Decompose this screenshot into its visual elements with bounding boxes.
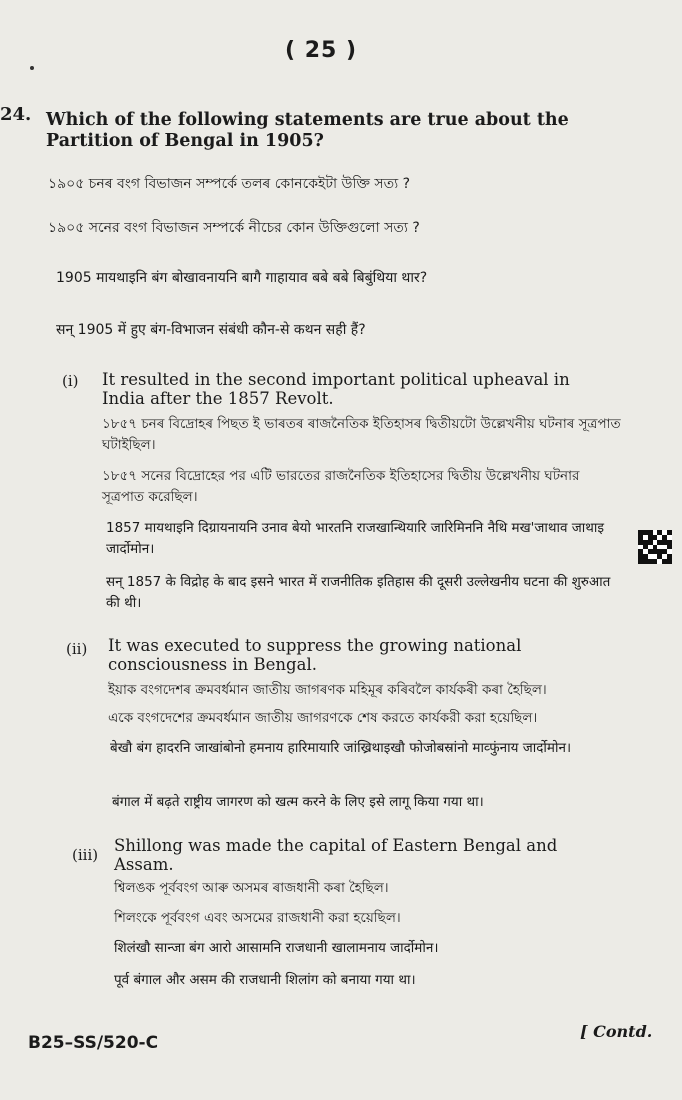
statement-translation-assamese: শ্বিলঙক পূৰ্ববংগ আৰু অসমৰ ৰাজধানী কৰা হৈছিল।: [114, 880, 389, 896]
statement-translation-assamese: ১৮৫৭ চনৰ বিদ্ৰোহৰ পিছত ই ভাৰতৰ ৰাজনৈতিক ইতিহাসৰ দ্বিতীয়টো উল্লেখনীয় ঘটনাৰ সূত্ৰপাত ঘটাইছিল।: [102, 416, 621, 453]
question-translation-bodo: 1905 मायथाइनि बंग बोखावनायनि बागै गाहायाव बबे बबे बिबुंथिया थार?: [56, 270, 428, 286]
statement-translation-bengali: শিলংকে পূর্ববংগ এবং অসমের রাজধানী করা হয়েছিল।: [114, 910, 401, 926]
statement-translation-bodo: शिलंखौ सान्जा बंग आरो आसामनि राजधानी खालामनाय जार्दोमोन।: [114, 940, 439, 956]
statement-translation-bengali: একে বংগদেশের ক্রমবর্ধমান জাতীয় জাগরণকে শেষ করতে কার্যকরী করা হয়েছিল।: [108, 710, 538, 726]
paper-code: B25–SS/520-C: [28, 1033, 159, 1053]
statement-text: It was executed to suppress the growing national consciousness in Bengal.: [108, 636, 522, 674]
statement-translation-bodo: बेखौ बंग हादरनि जाखांबोनो हमनाय हारिमायारि जांख्रिथाइखौ फोजोबस्रांनो माव्फुंनाय जार्दोमोन।: [110, 740, 572, 756]
statement-translation-bengali: ১৮৫৭ সনের বিদ্রোহের পর এটি ভারতের রাজনৈতিক ইতিহাসের দ্বিতীয় উল্লেখনীয় ঘটনার সূত্রপাত করেছিল।: [102, 468, 580, 505]
continued-label: [ Contd.: [580, 1022, 653, 1041]
question-translation-bengali: ১৯০৫ সনের বংগ বিভাজন সম্পর্কে নীচের কোন উক্তিগুলো সত্য ?: [48, 220, 420, 236]
statement-translation-bodo: 1857 मायथाइनि दिग्रायनायनि उनाव बेयो भारतनि राजखान्थियारि जारिमिननि नैथि मख'जाथाव जाथाइ जार्दोमोन।: [106, 520, 605, 557]
statement-translation-hindi: सन् 1857 के विद्रोह के बाद इसने भारत में राजनीतिक इतिहास की दूसरी उल्लेखनीय घटना की शुरुआत की थी।: [106, 574, 611, 611]
statement-marker: (i): [62, 372, 79, 390]
statement-translation-hindi: बंगाल में बढ़ते राष्ट्रीय जागरण को खत्म करने के लिए इसे लागू किया गया था।: [112, 794, 484, 810]
question-text: Which of the following statements are true about the Partition of Bengal in 1905?: [46, 110, 569, 151]
statement-translation-hindi: पूर्व बंगाल और असम की राजधानी शिलांग को बनाया गया था।: [114, 972, 416, 988]
ink-dot: [30, 66, 34, 70]
question-translation-assamese: ১৯০৫ চনৰ বংগ বিভাজন সম্পৰ্কে তলৰ কোনকেইটা উক্তি সত্য ?: [48, 176, 411, 192]
statement-text: Shillong was made the capital of Eastern Bengal and Assam.: [114, 836, 558, 874]
statement-marker: (ii): [66, 640, 88, 658]
statement-marker: (iii): [72, 846, 99, 864]
statement-text: It resulted in the second important political upheaval in India after the 1857 Revolt.: [102, 370, 570, 408]
question-number: 24.: [0, 104, 32, 125]
question-translation-hindi: सन् 1905 में हुए बंग-विभाजन संबंधी कौन-से कथन सही हैं?: [56, 322, 366, 338]
qr-code-icon: [638, 530, 672, 564]
statement-translation-assamese: ইয়াক বংগদেশৰ ক্ৰমবৰ্ধমান জাতীয় জাগৰণক মহিমূৰ কৰিবলৈ কাৰ্যকৰী কৰা হৈছিল।: [108, 682, 547, 698]
page-number: ( 25 ): [285, 38, 358, 63]
